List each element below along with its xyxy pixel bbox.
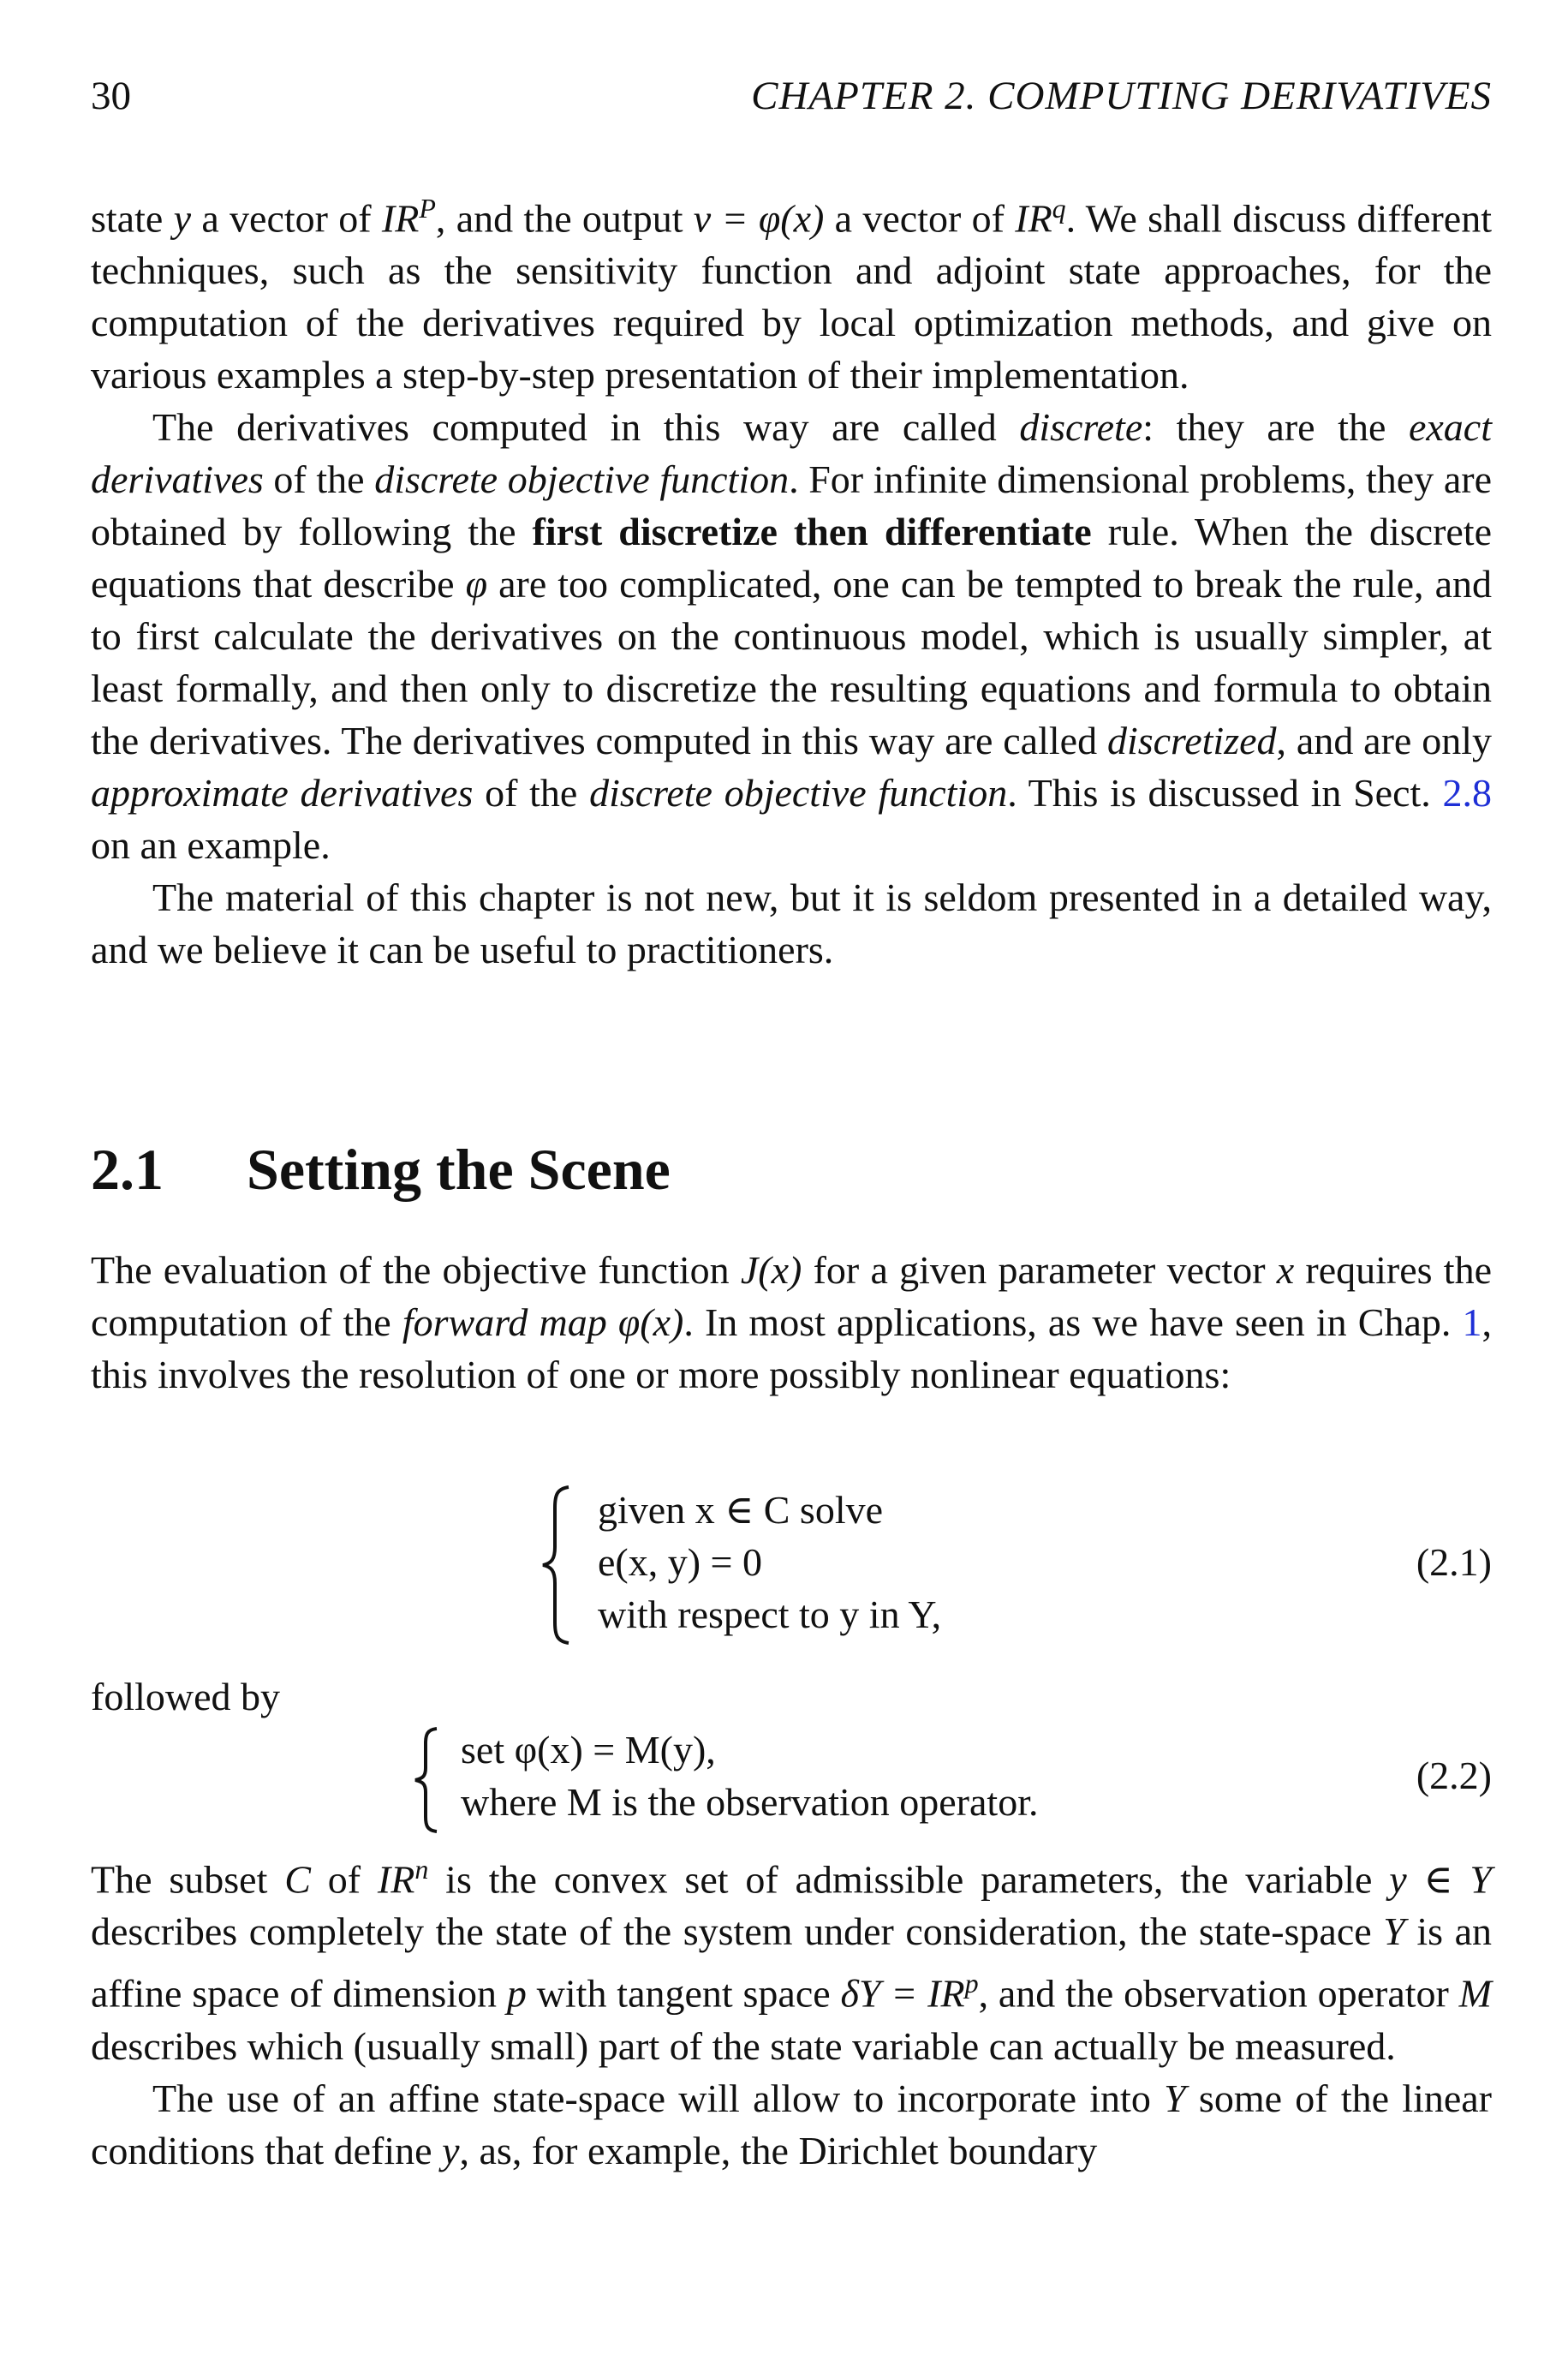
left-brace xyxy=(411,1725,442,1835)
intro-text xyxy=(91,182,1492,976)
paragraph-1: state y a vector of $IR^P$, and the output v = φ(x) a vector of $IR^q$. We shall discuss different techniques, such as the sensitivity function and adjoint state approaches, for the computation of the derivatives required by local optimization methods, and give on various examples a step-by-step presentation of their implementation. xyxy=(91,193,1493,397)
rule-bold: first discretize then differentiate xyxy=(532,510,1092,554)
section-heading xyxy=(91,1131,671,1208)
chapter-link[interactable]: 1 xyxy=(1462,1300,1482,1344)
followed-by-text: followed by xyxy=(91,1675,281,1718)
paragraph-2: The derivatives computed in this way are called discrete: they are the exact derivatives of the discrete objective function. For infinite dimensional problems, they are obtained by following the first discretize then differentiate rule. When the discrete equations that describe φ are too complicated, one can be tempted to break the rule, and to first calculate the derivatives on the continuous model, which is usually simpler, at least formally, and then only to discretize the resulting equations and formula to obtain the derivatives. The derivatives computed in this way are called discretized, and are only approximate derivatives of the discrete objective function. This is discussed in Sect. 2.8 on an example. xyxy=(91,405,1492,868)
body-paragraphs-5-6 xyxy=(91,1843,1492,2177)
paragraph-3: The material of this chapter is not new, but it is seldom presented in a detailed way, and we believe it can be useful to practitioners. xyxy=(91,875,1492,972)
eq1-number: (2.1) xyxy=(1416,1540,1492,1584)
eq1-line2: e(x, y) = 0 xyxy=(598,1540,762,1584)
equation-2-1 xyxy=(91,1473,1492,1645)
eq1-line1: given x ∈ C solve xyxy=(598,1488,884,1532)
section-number: 2.1 xyxy=(91,1137,164,1202)
section-title: Setting the Scene xyxy=(247,1137,671,1202)
eq2-number: (2.2) xyxy=(1416,1754,1492,1797)
paragraph-6: The use of an affine state-space will allow to incorporate into Y some of the linear conditions that define y, as, for example, the Dirichlet boundary xyxy=(91,2076,1493,2172)
section-link[interactable]: 2.8 xyxy=(1442,771,1492,816)
eq2-line2: where M is the observation operator. xyxy=(461,1780,1039,1824)
body-paragraph-4: The evaluation of the objective function J(x) for a given parameter vector x requires the computation of the forward map φ(x). In most applications, as we have seen in Chap. 1, this involves the resolution of one or more possibly nonlinear equations: xyxy=(91,1248,1492,1396)
eq2-line1: set φ(x) = M(y), xyxy=(461,1728,716,1772)
equation-2-2 xyxy=(91,1722,1492,1833)
paragraph-5: The subset C of $IR^n$ is the convex set of admissible parameters, the variable y ∈ Y describes completely the state of the system under consideration, the state-space Y is an affine space of dimension p with tangent space $\delta Y = IR^p$, and the observation operator M describes which (usually small) part of the state variable can actually be measured. xyxy=(91,1854,1492,2068)
page-header xyxy=(91,70,1492,122)
running-title: CHAPTER 2. COMPUTING DERIVATIVES xyxy=(751,74,1492,118)
eq1-line3: with respect to y in Y, xyxy=(598,1592,942,1636)
left-brace xyxy=(538,1484,575,1646)
page-number: 30 xyxy=(91,74,131,118)
